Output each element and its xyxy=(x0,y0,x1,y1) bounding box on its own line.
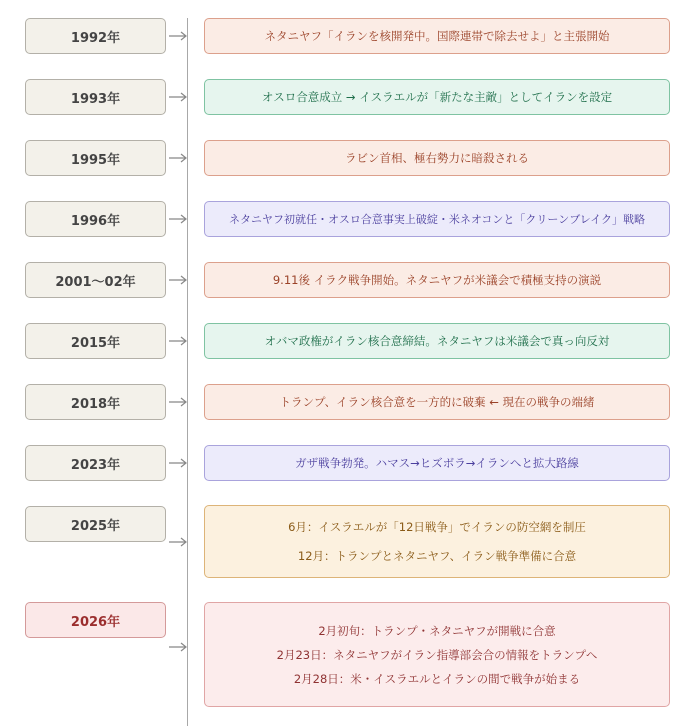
event-text: オスロ合意成立 → イスラエルが「新たな主敵」としてイランを設定 xyxy=(261,90,613,104)
event-box-2018 xyxy=(204,384,670,420)
year-label-1992: 1992年 xyxy=(25,18,166,54)
event-text: 2月初旬：トランプ・ネタニヤフが開戦に合意 xyxy=(318,623,556,638)
arrow-icon xyxy=(168,92,188,102)
year-label-1993: 1993年 xyxy=(25,79,166,115)
year-label-2023: 2023年 xyxy=(25,445,166,481)
event-text: ネタニヤフ初就任・オスロ合意事実上破綻・米ネオコンと「クリーンブレイク」戦略 xyxy=(228,213,646,226)
event-text: 2月23日：ネタニヤフがイラン指導部会合の情報をトランプへ xyxy=(276,647,598,662)
arrow-icon xyxy=(168,31,188,41)
event-box-2015 xyxy=(204,323,670,359)
event-text: ラビン首相、極右勢力に暗殺される xyxy=(345,151,529,165)
year-label-2025: 2025年 xyxy=(25,506,166,542)
arrow-icon xyxy=(168,397,188,407)
event-text: 2月28日：米・イスラエルとイランの間で戦争が始まる xyxy=(293,671,581,686)
arrow-icon xyxy=(168,537,188,547)
event-box-1995 xyxy=(204,140,670,176)
year-label-1996: 1996年 xyxy=(25,201,166,237)
event-box-1996 xyxy=(204,201,670,237)
event-text: ガザ戦争勃発。ハマス→ヒズボラ→イランへと拡大路線 xyxy=(295,456,579,470)
timeline-axis xyxy=(187,18,188,726)
year-label-2026: 2026年 xyxy=(25,602,166,638)
event-text: 6月：イスラエルが「12日戦争」でイランの防空網を制圧 xyxy=(288,520,586,534)
arrow-icon xyxy=(168,336,188,346)
arrow-icon xyxy=(168,275,188,285)
event-text: ネタニヤフ「イランを核開発中。国際連帯で除去せよ」と主張開始 xyxy=(264,29,610,43)
event-box-1992 xyxy=(204,18,670,54)
event-box-2026 xyxy=(204,602,670,707)
year-label-2015: 2015年 xyxy=(25,323,166,359)
arrow-icon xyxy=(168,214,188,224)
year-label-2001-02: 2001〜02年 xyxy=(25,262,166,298)
arrow-icon xyxy=(168,642,188,652)
arrow-icon xyxy=(168,153,188,163)
event-text: 12月：トランプとネタニヤフ、イラン戦争準備に合意 xyxy=(297,549,577,563)
event-box-1993 xyxy=(204,79,670,115)
year-label-2018: 2018年 xyxy=(25,384,166,420)
event-box-2023 xyxy=(204,445,670,481)
event-text: 9.11後 イラク戦争開始。ネタニヤフが米議会で積極支持の演説 xyxy=(272,273,602,287)
event-box-2025 xyxy=(204,505,670,578)
event-text: オバマ政権がイラン核合意締結。ネタニヤフは米議会で真っ向反対 xyxy=(264,334,610,348)
year-label-1995: 1995年 xyxy=(25,140,166,176)
event-text: トランプ、イラン核合意を一方的に破棄 ← 現在の戦争の端緒 xyxy=(279,395,595,409)
arrow-icon xyxy=(168,458,188,468)
event-box-2001-02 xyxy=(204,262,670,298)
